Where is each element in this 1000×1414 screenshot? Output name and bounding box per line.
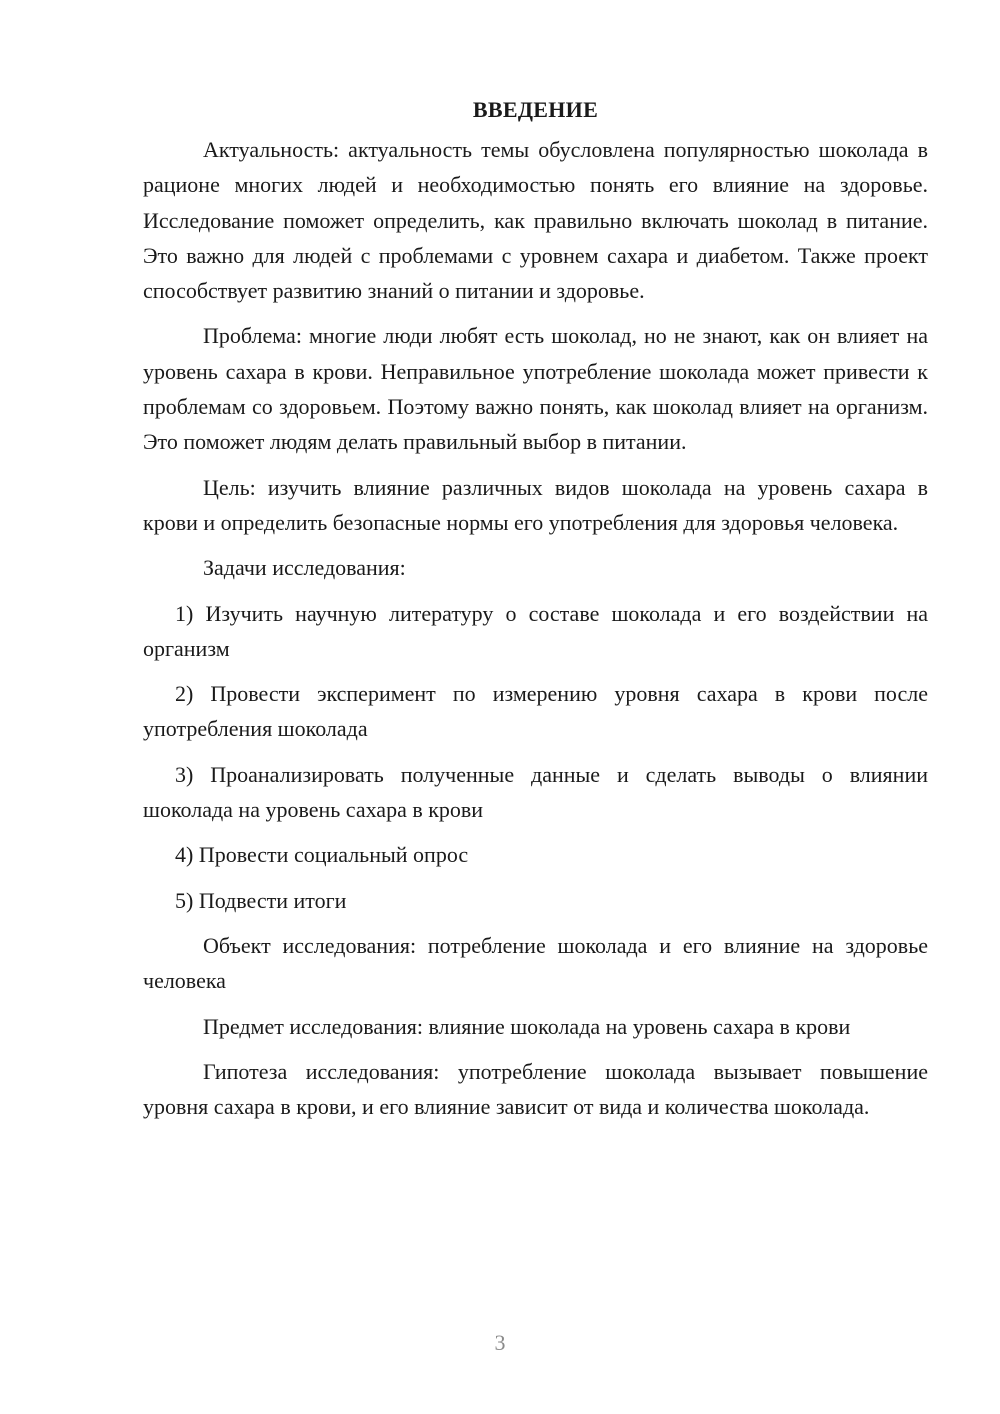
task-item: 5) Подвести итоги <box>175 887 347 913</box>
task-item: 2) Провести эксперимент по измерению уровня сахара в крови после употребления шоколада <box>143 681 928 742</box>
hypothesis-paragraph: Гипотеза исследования: употребление шоколада вызывает повышение уровня сахара в крови, и его влияние зависит от вида и количества шоколада. <box>143 1058 928 1120</box>
task-item: 1) Изучить научную литературу о составе шоколада и его воздействии на организм <box>143 600 928 661</box>
document-page <box>143 92 928 1134</box>
relevance-paragraph: Актуальность: актуальность темы обусловлена популярностью шоколада в рационе многих людей и необходимостью понять его влияние на здоровье. Исследование поможет определить, как правильно включать шоколад в питание. Это важно для людей с проблемами с уровнем сахара и диабетом. Также проект способствует развитию знаний о питании и здоровье. <box>143 137 928 304</box>
tasks-title: Задачи исследования: <box>203 555 406 581</box>
task-item: 4) Провести социальный опрос <box>175 842 469 868</box>
problem-paragraph: Проблема: многие люди любят есть шоколад, но не знают, как он влияет на уровень сахара в крови. Неправильное употребление шоколада может привести к проблемам со здоровьем. Поэтому важно понять, как шоколад влияет на организм. Это поможет людям делать правильный выбор в питании. <box>143 323 928 455</box>
task-item: 3) Проанализировать полученные данные и сделать выводы о влиянии шоколада на уровень сахара в крови <box>143 761 928 823</box>
subject-paragraph: Предмет исследования: влияние шоколада на уровень сахара в крови <box>203 1013 851 1039</box>
object-paragraph: Объект исследования: потребление шоколада и его влияние на здоровье человека <box>143 932 928 994</box>
page-number: 3 <box>494 1330 506 1355</box>
goal-paragraph: Цель: изучить влияние различных видов шоколада на уровень сахара в крови и определить безопасные нормы его употребления для здоровья человека. <box>143 474 928 535</box>
section-heading: ВВЕДЕНИЕ <box>472 97 599 122</box>
